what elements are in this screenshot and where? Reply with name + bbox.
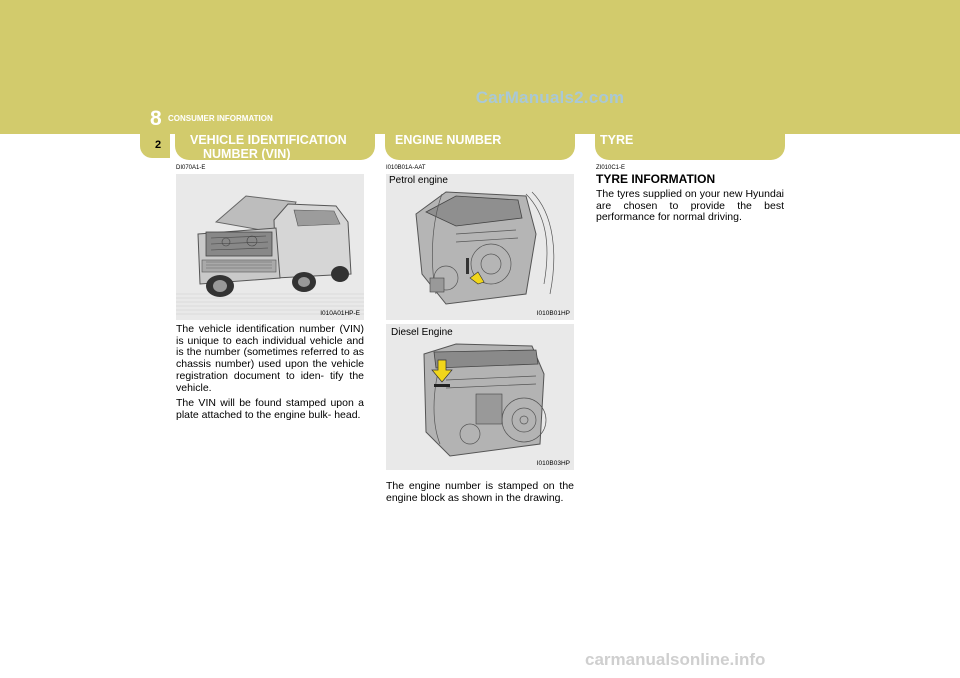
petrol-engine-drawing bbox=[386, 174, 574, 320]
vehicle-drawing bbox=[176, 174, 364, 320]
tyre-subheading: TYRE INFORMATION bbox=[596, 172, 716, 186]
section-title-engine: ENGINE NUMBER bbox=[395, 133, 502, 147]
section-code-vin: DI070A1-E bbox=[176, 165, 206, 171]
chapter-number: 8 bbox=[150, 107, 162, 130]
section-code-engine: I010B01A-AAT bbox=[386, 165, 426, 171]
header-band bbox=[0, 0, 960, 134]
vin-paragraph-1: The vehicle identification number (VIN) is unique to each individual vehicle and is the number (sometimes referred to as chassis number) used upon the vehicle registration document to iden- tify the vehicle. bbox=[176, 323, 364, 394]
page-number: 2 bbox=[155, 139, 162, 151]
vin-paragraph-2: The VIN will be found stamped upon a plate attached to the engine bulk- head. bbox=[176, 397, 364, 421]
engine-paragraph: The engine number is stamped on the engine block as shown in the drawing. bbox=[386, 480, 574, 504]
section-code-tyre: ZI010C1-E bbox=[596, 165, 626, 171]
petrol-engine-illustration bbox=[386, 174, 574, 320]
watermark-bottom: carmanualsonline.info bbox=[585, 650, 766, 669]
vehicle-illustration bbox=[176, 174, 364, 320]
watermark-top: CarManuals2.com bbox=[475, 88, 625, 107]
section-title-vin-line1: VEHICLE IDENTIFICATION bbox=[190, 133, 347, 147]
diesel-engine-label: Diesel Engine bbox=[391, 327, 453, 338]
diesel-image-label: I010B03HP bbox=[536, 460, 570, 467]
section-title-vin-line2: NUMBER (VIN) bbox=[203, 147, 291, 161]
vehicle-image-label: I010A01HP-E bbox=[320, 310, 360, 317]
diesel-engine-illustration bbox=[386, 324, 574, 470]
section-title-tyre: TYRE bbox=[600, 133, 634, 147]
tyre-paragraph: The tyres supplied on your new Hyundai are chosen to provide the best performance for normal driving. bbox=[596, 188, 784, 224]
petrol-engine-label: Petrol engine bbox=[389, 175, 448, 186]
petrol-image-label: I010B01HP bbox=[536, 310, 570, 317]
diesel-engine-drawing bbox=[386, 324, 574, 470]
chapter-title: CONSUMER INFORMATION bbox=[168, 114, 273, 123]
